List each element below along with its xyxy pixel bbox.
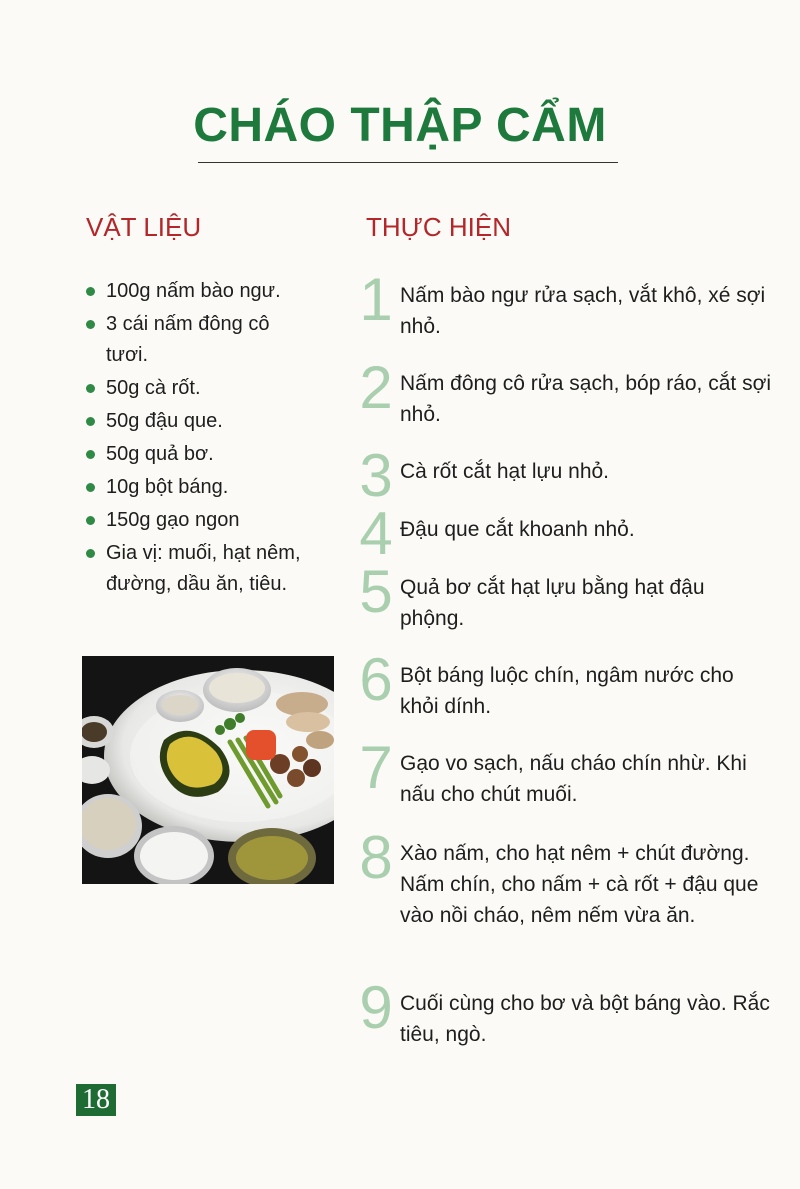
recipe-title: CHÁO THẬP CẨM [193,99,607,152]
step-text: Bột báng luộc chín, ngâm nước cho khỏi dính. [400,664,734,718]
ingredients-photo [82,656,334,884]
step-number: 8 [359,824,393,891]
title-divider [198,162,618,163]
ingredient-item [82,538,312,600]
ingredient-text: 50g đậu que. [106,410,223,432]
ingredient-text: 50g cà rốt. [106,377,201,399]
step-text: Xào nấm, cho hạt nêm + chút đường. Nấm chín, cho nấm + cà rốt + đậu que vào nồi cháo, nêm nếm vừa ăn. [400,842,759,927]
step-text: Đậu que cắt khoanh nhỏ. [400,518,635,541]
step-number: 9 [359,974,393,1041]
page-number-badge: 18 [76,1084,116,1116]
step-number: 5 [359,558,393,625]
ingredient-item [82,276,312,307]
step-number: 7 [359,734,393,801]
bullet-dot [86,483,95,492]
step-number: 6 [359,646,393,713]
step-number: 4 [359,500,393,567]
step-number: 1 [359,266,393,333]
bullet-dot [86,450,95,459]
ingredient-item [82,309,312,371]
ingredient-item [82,439,312,470]
ingredients-heading: VẬT LIỆU [86,212,202,242]
steps-heading: THỰC HIỆN [366,212,511,242]
step-text: Gạo vo sạch, nấu cháo chín nhừ. Khi nấu cho chút muối. [400,752,747,806]
step-text: Quả bơ cắt hạt lựu bằng hạt đậu phộng. [400,576,705,630]
step-number: 3 [359,442,393,509]
ingredient-text: 50g quả bơ. [106,443,214,465]
ingredients-photo-illustration [82,656,334,884]
step-text: Cuối cùng cho bơ và bột báng vào. Rắc tiêu, ngò. [400,992,770,1046]
ingredient-item [82,505,312,536]
step-text: Nấm bào ngư rửa sạch, vắt khô, xé sợi nhỏ. [400,284,766,338]
step-text: Nấm đông cô rửa sạch, bóp ráo, cắt sợi nhỏ. [400,372,772,426]
step-text: Cà rốt cắt hạt lựu nhỏ. [400,460,610,483]
ingredient-text: 10g bột báng. [106,476,229,498]
ingredient-text: Gia vị: muối, hạt nêm, đường, dầu ăn, tiêu. [106,542,301,595]
ingredient-text: 150g gạo ngon [106,509,240,531]
bullet-dot [86,516,95,525]
ingredient-text: 3 cái nấm đông cô tươi. [106,313,270,366]
ingredient-text: 100g nấm bào ngư. [106,280,281,302]
step-number: 2 [359,354,393,421]
bullet-dot [86,287,95,296]
ingredient-item [82,406,312,437]
bullet-dot [86,417,95,426]
ingredient-list [82,276,312,602]
ingredient-item [82,472,312,503]
ingredient-item [82,373,312,404]
bullet-dot [86,320,95,329]
bullet-dot [86,549,95,558]
bullet-dot [86,384,95,393]
